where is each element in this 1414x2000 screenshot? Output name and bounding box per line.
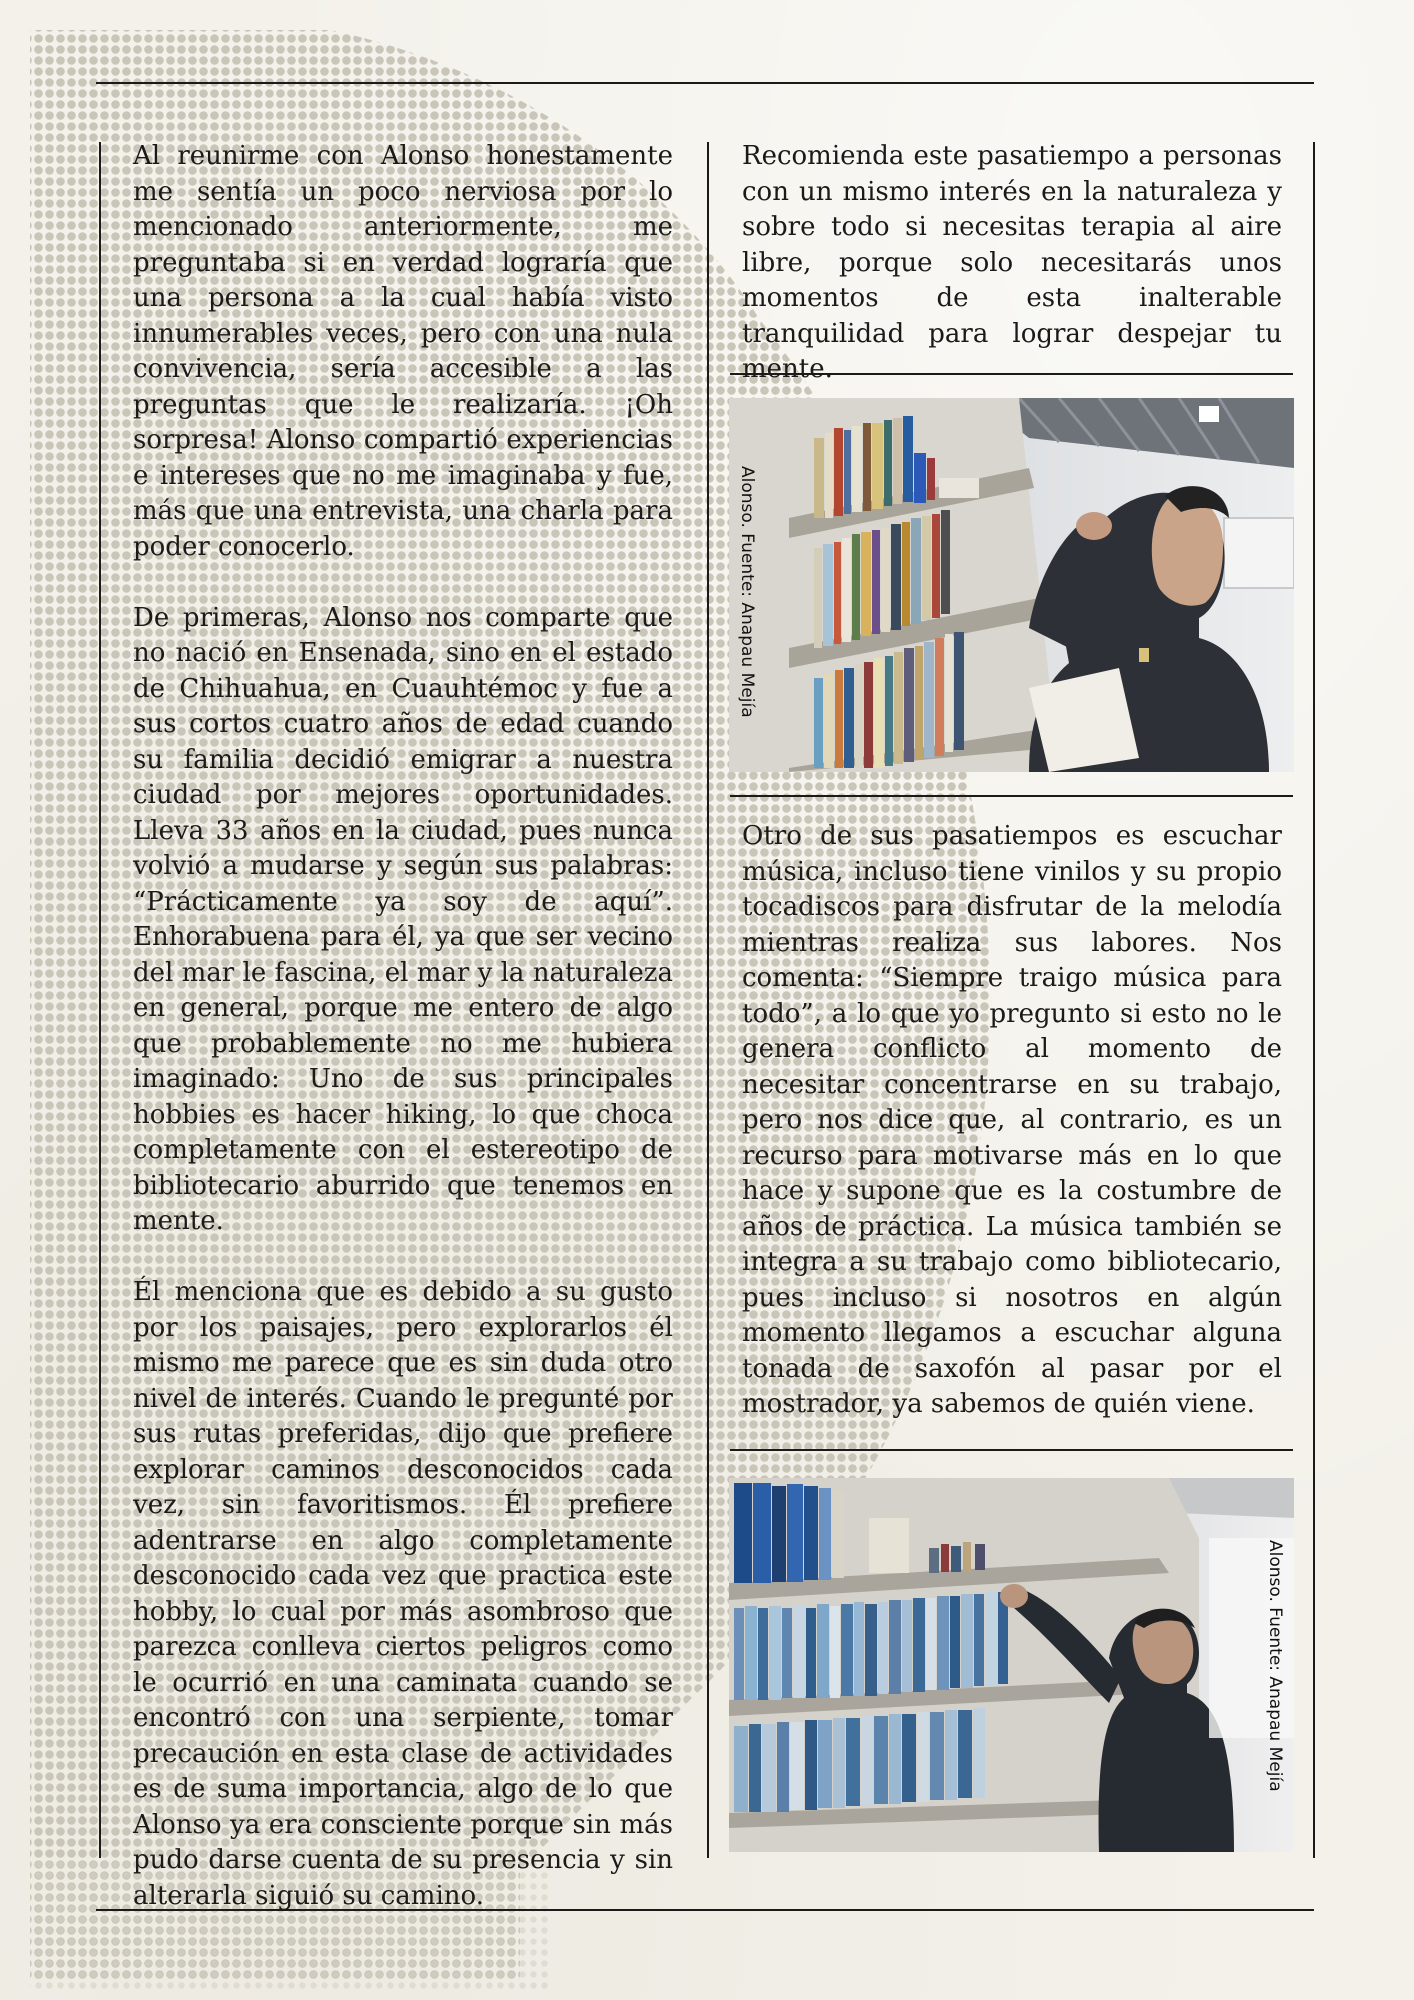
left-article-column [133, 139, 673, 1914]
divider-above-photo-2 [730, 1449, 1293, 1451]
right-article-middle [742, 819, 1282, 1423]
right-article-top [742, 139, 1282, 388]
librarian-photo-1-illustration [729, 398, 1294, 772]
librarian-photo-2-illustration [729, 1478, 1294, 1852]
photo-2-caption: Alonso. Fuente: Anapau Mejía [1265, 1540, 1285, 1792]
top-rule [96, 82, 1314, 84]
paragraph-recommendation: Recomienda este pasatiempo a personas con un mismo interés en la naturaleza y sobre todo si necesitas terapia al aire libre, porque solo necesitarás unos momentos de esta inalterable tranquilidad para lograr despejar tu mente. [742, 141, 1282, 384]
photo-1-caption: Alonso. Fuente: Anapau Mejía [737, 466, 757, 718]
paragraph-music: Otro de sus pasatiempos es escuchar música, incluso tiene vinilos y su propio tocadiscos para disfrutar de la melodía mientras realiza sus labores. Nos comenta: “Siempre traigo música para todo”, a lo que yo pregunto si esto no le genera conflicto al momento de necesitar concentrarse en su trabajo, pero nos dice que, al contrario, es un recurso para motivarse más en lo que hace y supone que es la costumbre de años de práctica. La música también se integra a su trabajo como bibliotecario, pues incluso si nosotros en algún momento llegamos a escuchar alguna tonada de saxofón al pasar por el mostrador, ya sabemos de quién viene. [742, 821, 1282, 1419]
paragraph-hiking: Él menciona que es debido a su gusto por los paisajes, pero explorarlos él mismo me parece que es sin duda otro nivel de interés. Cuando le pregunté por sus rutas preferidas, dijo que prefiere explorar caminos desconocidos cada vez, sin favoritismos. Él prefiere adentrarse en algo completamente desconocido cada vez que practica este hobby, lo cual por más asombroso que parezca conlleva ciertos peligros como le ocurrió en una caminata cuando se encontró con una serpiente, tomar precaución en esta clase de actividades es de suma importancia, algo de lo que Alonso ya era consciente porque sin más pudo darse cuenta de su presencia y sin alterarla siguió su camino. [133, 1277, 673, 1911]
center-column-rule [707, 142, 709, 1858]
photo-librarian-bookshelf-2 [729, 1478, 1294, 1852]
left-column-rule [99, 142, 101, 1858]
right-column-rule [1313, 142, 1315, 1858]
divider-below-photo-1 [730, 795, 1293, 797]
paragraph-origins: De primeras, Alonso nos comparte que no nació en Ensenada, sino en el estado de Chihuahua, en Cuauhtémoc y fue a sus cortos cuatro años de edad cuando su familia decidió emigrar a nuestra ciudad por mejores oportunidades. Lleva 33 años en la ciudad, pues nunca volvió a mudarse y según sus palabras: “Prácticamente ya soy de aquí”. Enhorabuena para él, ya que ser vecino del mar le fascina, el mar y la naturaleza en general, porque me entero de algo que probablemente no me hubiera imaginado: Uno de sus principales hobbies es hacer hiking, lo que choca completamente con el estereotipo de bibliotecario aburrido que tenemos en mente. [133, 602, 673, 1236]
paragraph-intro: Al reunirme con Alonso honestamente me sentía un poco nerviosa por lo mencionado anteriormente, me preguntaba si en verdad lograría que una persona a la cual había visto innumerables veces, pero con una nula convivencia, sería accesible a las preguntas que le realizaría. ¡Oh sorpresa! Alonso compartió experiencias e intereses que no me imaginaba y fue, más que una entrevista, una charla para poder conocerlo. [133, 141, 673, 562]
photo-librarian-bookshelf-1 [729, 398, 1294, 772]
